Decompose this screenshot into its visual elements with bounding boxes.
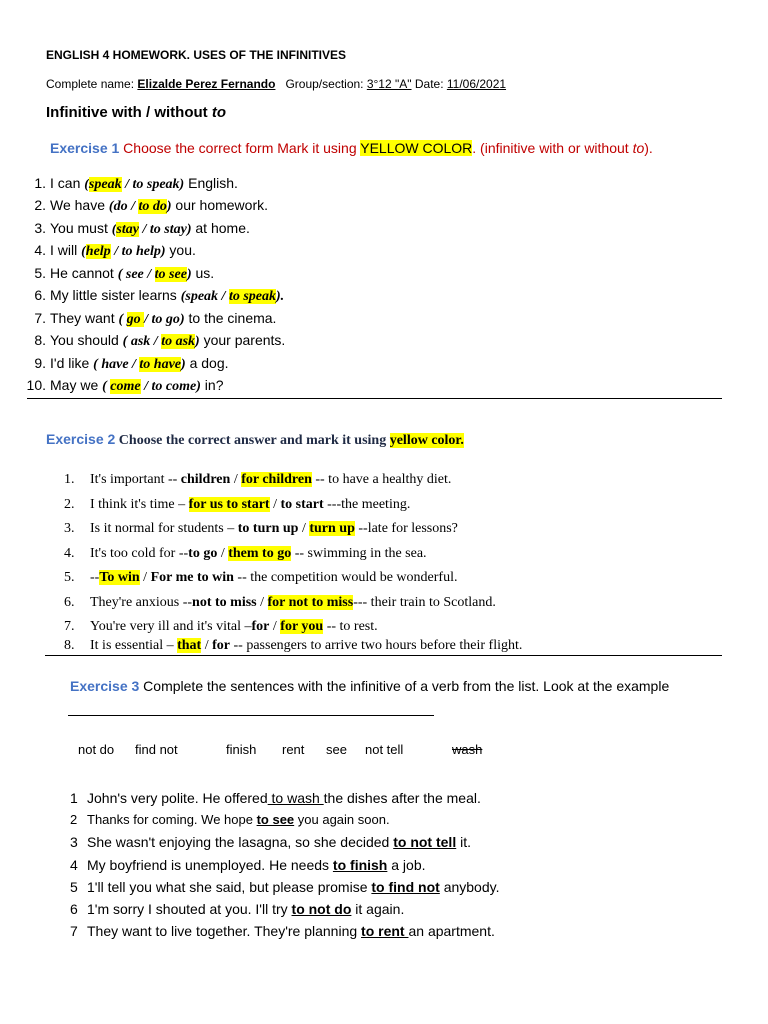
item-text: it. [456, 834, 471, 850]
option-a: for us to start [188, 497, 270, 512]
option-b: them to go [228, 546, 292, 561]
exercise1-item [22, 196, 268, 216]
option-a: go [126, 312, 145, 327]
option-separator: / [127, 199, 139, 214]
word-list-item: see [326, 742, 347, 757]
option-paren: ( [102, 379, 111, 394]
option-b: to stay [149, 222, 187, 237]
item-text: at home. [191, 220, 250, 236]
option-separator: / [201, 638, 213, 653]
item-text: Thanks for coming. We hope [87, 812, 257, 827]
item-text: John's very polite. He offered [87, 790, 268, 806]
option-b: to speak [228, 289, 276, 304]
item-text: your parents. [199, 332, 286, 348]
item-text: -- to have a healthy diet. [311, 472, 452, 487]
exercise1-instruction-text: Choose the correct form Mark it using [119, 140, 361, 156]
option-b: for children [241, 472, 312, 487]
item-text: ---the meeting. [323, 497, 411, 512]
name-value: Elizalde Perez Fernando [137, 77, 276, 91]
option-a: that [177, 638, 202, 653]
option-separator: / [269, 619, 281, 634]
exercise2-item [64, 594, 496, 612]
item-text: English. [184, 175, 238, 191]
item-text: anybody. [439, 879, 500, 895]
option-a: to turn up [237, 521, 299, 536]
item-text: a dog. [185, 355, 229, 371]
item-number: 6. [64, 595, 75, 610]
item-text: He cannot [50, 265, 118, 281]
item-text: -- the competition would be wonderful. [233, 570, 458, 585]
item-number: 4. [34, 242, 46, 258]
option-b: to come [151, 379, 197, 394]
option-separator: / [256, 595, 268, 610]
group-label: Group/section: [285, 77, 367, 91]
option-b: to ask [161, 334, 196, 349]
option-a: children [180, 472, 231, 487]
exercise3-item [70, 811, 390, 829]
item-text: It is essential – [90, 638, 178, 653]
date-label: Date: [411, 77, 447, 91]
option-a: do [113, 199, 128, 214]
option-a: speak [88, 177, 122, 192]
item-text: -- [90, 570, 100, 585]
item-text: a job. [387, 857, 426, 873]
item-number: 1 [70, 790, 78, 806]
item-number: 2. [34, 197, 46, 213]
option-separator: / [121, 177, 133, 192]
exercise3-underline [68, 715, 434, 716]
option-a: not to miss [192, 595, 257, 610]
section-title-italic: to [211, 104, 226, 121]
item-text: -- to rest. [323, 619, 378, 634]
exercise1-highlight: YELLOW COLOR [360, 140, 473, 156]
exercise1-item [22, 174, 238, 194]
item-number: 1. [34, 175, 46, 191]
option-paren: ) [195, 334, 200, 349]
option-a: stay [116, 222, 139, 237]
item-text: our homework. [171, 197, 268, 213]
option-paren: ) [179, 312, 185, 327]
exercise2-label: Exercise 2 [46, 431, 116, 447]
item-number: 6. [34, 287, 46, 303]
item-text: It's important -- [90, 472, 181, 487]
exercise3-item [70, 833, 471, 851]
item-text: You're very ill and it's vital – [90, 619, 252, 634]
exercise2-item [64, 471, 451, 489]
item-number: 7 [70, 923, 78, 939]
option-paren: ) [181, 357, 186, 372]
answer: to find not [371, 879, 440, 895]
item-text: 1'm sorry I shouted at you. I'll try [87, 901, 292, 917]
exercise1-item [22, 264, 214, 284]
item-number: 7. [64, 619, 75, 634]
item-text: She wasn't enjoying the lasagna, so she decided [87, 834, 394, 850]
group-value: 3°12 "A" [366, 77, 412, 91]
option-paren: ( [122, 334, 131, 349]
option-b: to speak [132, 177, 180, 192]
answer: to see [256, 812, 295, 827]
item-number: 10. [26, 377, 46, 393]
exercise2-item [64, 545, 427, 563]
item-text: It's too cold for -- [90, 546, 189, 561]
section-title-text: Infinitive with / without [46, 104, 212, 121]
item-text: to the cinema. [184, 310, 277, 326]
option-separator: / [298, 521, 310, 536]
exercise2-divider [45, 655, 722, 656]
item-number: 2. [64, 497, 75, 512]
exercise1-instruction [50, 140, 653, 156]
item-text: an apartment. [408, 923, 495, 939]
word-list-item: not do [78, 742, 115, 757]
exercise1-instruction-close: ). [644, 140, 653, 156]
option-b: turn up [309, 521, 355, 536]
exercise1-item [22, 286, 284, 306]
option-separator: / [217, 546, 229, 561]
item-number: 8. [34, 332, 46, 348]
exercise1-item [22, 331, 285, 351]
item-number: 1. [64, 472, 75, 487]
item-number: 9. [34, 355, 46, 371]
option-paren: ( [111, 222, 117, 237]
answer: to not tell [393, 834, 457, 850]
item-text: We have [50, 197, 109, 213]
item-text: -- passengers to arrive two hours before their flight. [230, 638, 523, 653]
option-paren: ). [276, 289, 285, 304]
option-b: for [212, 638, 231, 653]
exercise1-item [22, 241, 196, 261]
item-number: 4 [70, 857, 78, 873]
item-number: 3 [70, 834, 78, 850]
option-separator: / [150, 334, 162, 349]
option-paren: ) [186, 267, 192, 282]
option-a: To win [99, 570, 140, 585]
exercise1-item [22, 354, 229, 374]
option-separator: / [218, 289, 229, 304]
item-text: I think it's time – [90, 497, 189, 512]
item-text: us. [191, 265, 215, 281]
option-paren: ( [117, 267, 126, 282]
answer: to rent [361, 923, 409, 939]
exercise1-label: Exercise 1 [50, 140, 120, 156]
page-title: ENGLISH 4 HOMEWORK. USES OF THE INFINITIVES [46, 48, 347, 62]
exercise3-instruction-text: Complete the sentences with the infinitive of a verb from the list. Look at the example [139, 678, 670, 694]
exercise1-item [22, 219, 250, 239]
item-text: I will [50, 242, 82, 258]
exercise3-item [70, 878, 499, 896]
option-paren: ) [179, 177, 185, 192]
item-number: 5 [70, 879, 78, 895]
item-text: My boyfriend is unemployed. He needs [87, 857, 333, 873]
option-separator: / [230, 472, 242, 487]
item-text: You should [50, 332, 123, 348]
item-text: the dishes after the meal. [323, 790, 481, 806]
option-b: For me to win [150, 570, 234, 585]
option-b: for not to miss [267, 595, 354, 610]
option-paren: ( [118, 312, 127, 327]
exercise2-item [64, 637, 522, 655]
name-label: Complete name: [46, 77, 138, 91]
exercise1-item [22, 309, 276, 329]
option-b: to start [280, 497, 324, 512]
exercise2-item [64, 496, 410, 514]
option-b: for you [280, 619, 324, 634]
word-list-item: finish [226, 742, 257, 757]
exercise3-instruction [70, 678, 669, 694]
exercise1-instruction-end: . (infinitive with or without [472, 140, 633, 156]
option-b: to do [138, 199, 167, 214]
exercise3-item [70, 856, 426, 874]
item-text: you again soon. [294, 812, 390, 827]
option-a: see [125, 267, 144, 282]
option-paren: ( [108, 199, 114, 214]
item-text: --- their train to Scotland. [353, 595, 496, 610]
item-text: -- swimming in the sea. [291, 546, 427, 561]
option-paren: ( [84, 177, 89, 192]
option-separator: / [269, 497, 281, 512]
item-text: May we [50, 377, 103, 393]
option-separator: / [128, 357, 140, 372]
student-info-line [46, 77, 506, 91]
item-text: Is it normal for students – [90, 521, 238, 536]
option-paren: ) [196, 379, 201, 394]
item-number: 4. [64, 546, 75, 561]
word-list-item: not tell [365, 742, 404, 757]
date-value: 11/06/2021 [446, 77, 507, 91]
exercise2-item [64, 618, 378, 636]
option-paren: ( [81, 244, 86, 259]
item-text: They're anxious -- [90, 595, 193, 610]
item-number: 2 [70, 812, 78, 827]
exercise1-item [22, 376, 223, 396]
item-number: 5. [34, 265, 46, 281]
item-text: They want [50, 310, 119, 326]
exercise3-label: Exercise 3 [70, 678, 140, 694]
exercise3-item [70, 900, 404, 918]
exercise2-instruction [46, 431, 464, 449]
exercise1-divider [27, 398, 722, 399]
exercise2-highlight: yellow color. [389, 433, 464, 448]
option-paren: ( [180, 289, 186, 304]
exercise2-item [64, 520, 458, 538]
option-separator: / [138, 222, 150, 237]
option-separator: / [110, 244, 122, 259]
item-number: 5. [64, 570, 75, 585]
item-number: 7. [34, 310, 46, 326]
option-paren: ) [186, 222, 192, 237]
option-separator: / [140, 379, 152, 394]
option-b: to have [139, 357, 182, 372]
item-text: My little sister learns [50, 287, 181, 303]
option-paren: ) [166, 199, 172, 214]
item-number: 3. [34, 220, 46, 236]
option-a: ask [130, 334, 151, 349]
item-text: I can [50, 175, 85, 191]
item-text: it again. [351, 901, 405, 917]
item-number: 8. [64, 638, 75, 653]
item-number: 6 [70, 901, 78, 917]
exercise2-instruction-text: Choose the correct answer and mark it using [115, 433, 390, 448]
answer: to wash [267, 790, 324, 806]
item-text: You must [50, 220, 112, 236]
answer: to finish [332, 857, 388, 873]
item-text: I'd like [50, 355, 94, 371]
option-a: come [110, 379, 141, 394]
item-text: 1'll tell you what she said, but please promise [87, 879, 372, 895]
option-separator: / [143, 267, 155, 282]
exercise2-item [64, 569, 457, 587]
option-separator: / [144, 312, 152, 327]
section-title [46, 104, 226, 121]
option-b: to see [154, 267, 187, 282]
option-a: help [85, 244, 111, 259]
word-list-item: rent [282, 742, 305, 757]
word-list-item: find not [135, 742, 178, 757]
answer: to not do [291, 901, 352, 917]
option-a: to go [188, 546, 218, 561]
option-separator: / [139, 570, 151, 585]
item-text: you. [165, 242, 196, 258]
option-a: speak [185, 289, 219, 304]
option-a: for [251, 619, 270, 634]
exercise3-item [70, 789, 481, 807]
option-b: to go [151, 312, 180, 327]
item-number: 3. [64, 521, 75, 536]
option-paren: ) [160, 244, 166, 259]
item-text: in? [200, 377, 224, 393]
option-a: have [101, 357, 129, 372]
option-b: to help [121, 244, 161, 259]
exercise3-item [70, 922, 495, 940]
option-paren: ( [93, 357, 102, 372]
exercise1-instruction-italic: to [632, 140, 645, 156]
item-text: They want to live together. They're planning [87, 923, 362, 939]
item-text: --late for lessons? [354, 521, 458, 536]
word-list-item: wash [452, 742, 483, 757]
